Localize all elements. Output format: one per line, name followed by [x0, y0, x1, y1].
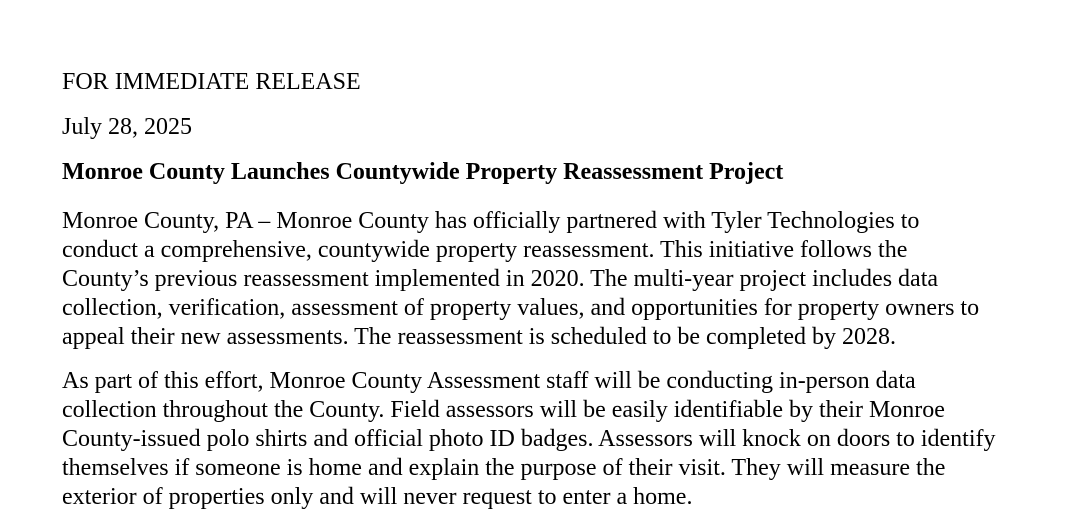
date-line: July 28, 2025: [62, 113, 193, 140]
text-line: appeal their new assessments. The reassessment is scheduled to be completed by 2028.: [62, 323, 897, 350]
paragraph-1: [62, 207, 1030, 351]
text-line: themselves if someone is home and explain the purpose of their visit. They will measure the: [62, 454, 946, 481]
text-line: County’s previous reassessment implemented in 2020. The multi-year project includes data: [62, 265, 939, 292]
release-line: FOR IMMEDIATE RELEASE: [62, 69, 361, 95]
headline: Monroe County Launches Countywide Property Reassessment Project: [62, 158, 784, 185]
text-line: Monroe County, PA – Monroe County has officially partnered with Tyler Technologies to: [62, 208, 920, 235]
text-line: collection throughout the County. Field assessors will be easily identifiable by their Monroe: [62, 397, 945, 424]
text-line: collection, verification, assessment of property values, and opportunities for property owners to: [62, 294, 980, 321]
paragraph-2: [62, 367, 1030, 511]
text-line: As part of this effort, Monroe County Assessment staff will be conducting in-person data: [62, 368, 916, 395]
text-line: exterior of properties only and will never request to enter a home.: [62, 483, 693, 510]
text-line: conduct a comprehensive, countywide property reassessment. This initiative follows the: [62, 237, 908, 264]
text-line: County-issued polo shirts and official photo ID badges. Assessors will knock on doors to identify: [62, 425, 996, 452]
